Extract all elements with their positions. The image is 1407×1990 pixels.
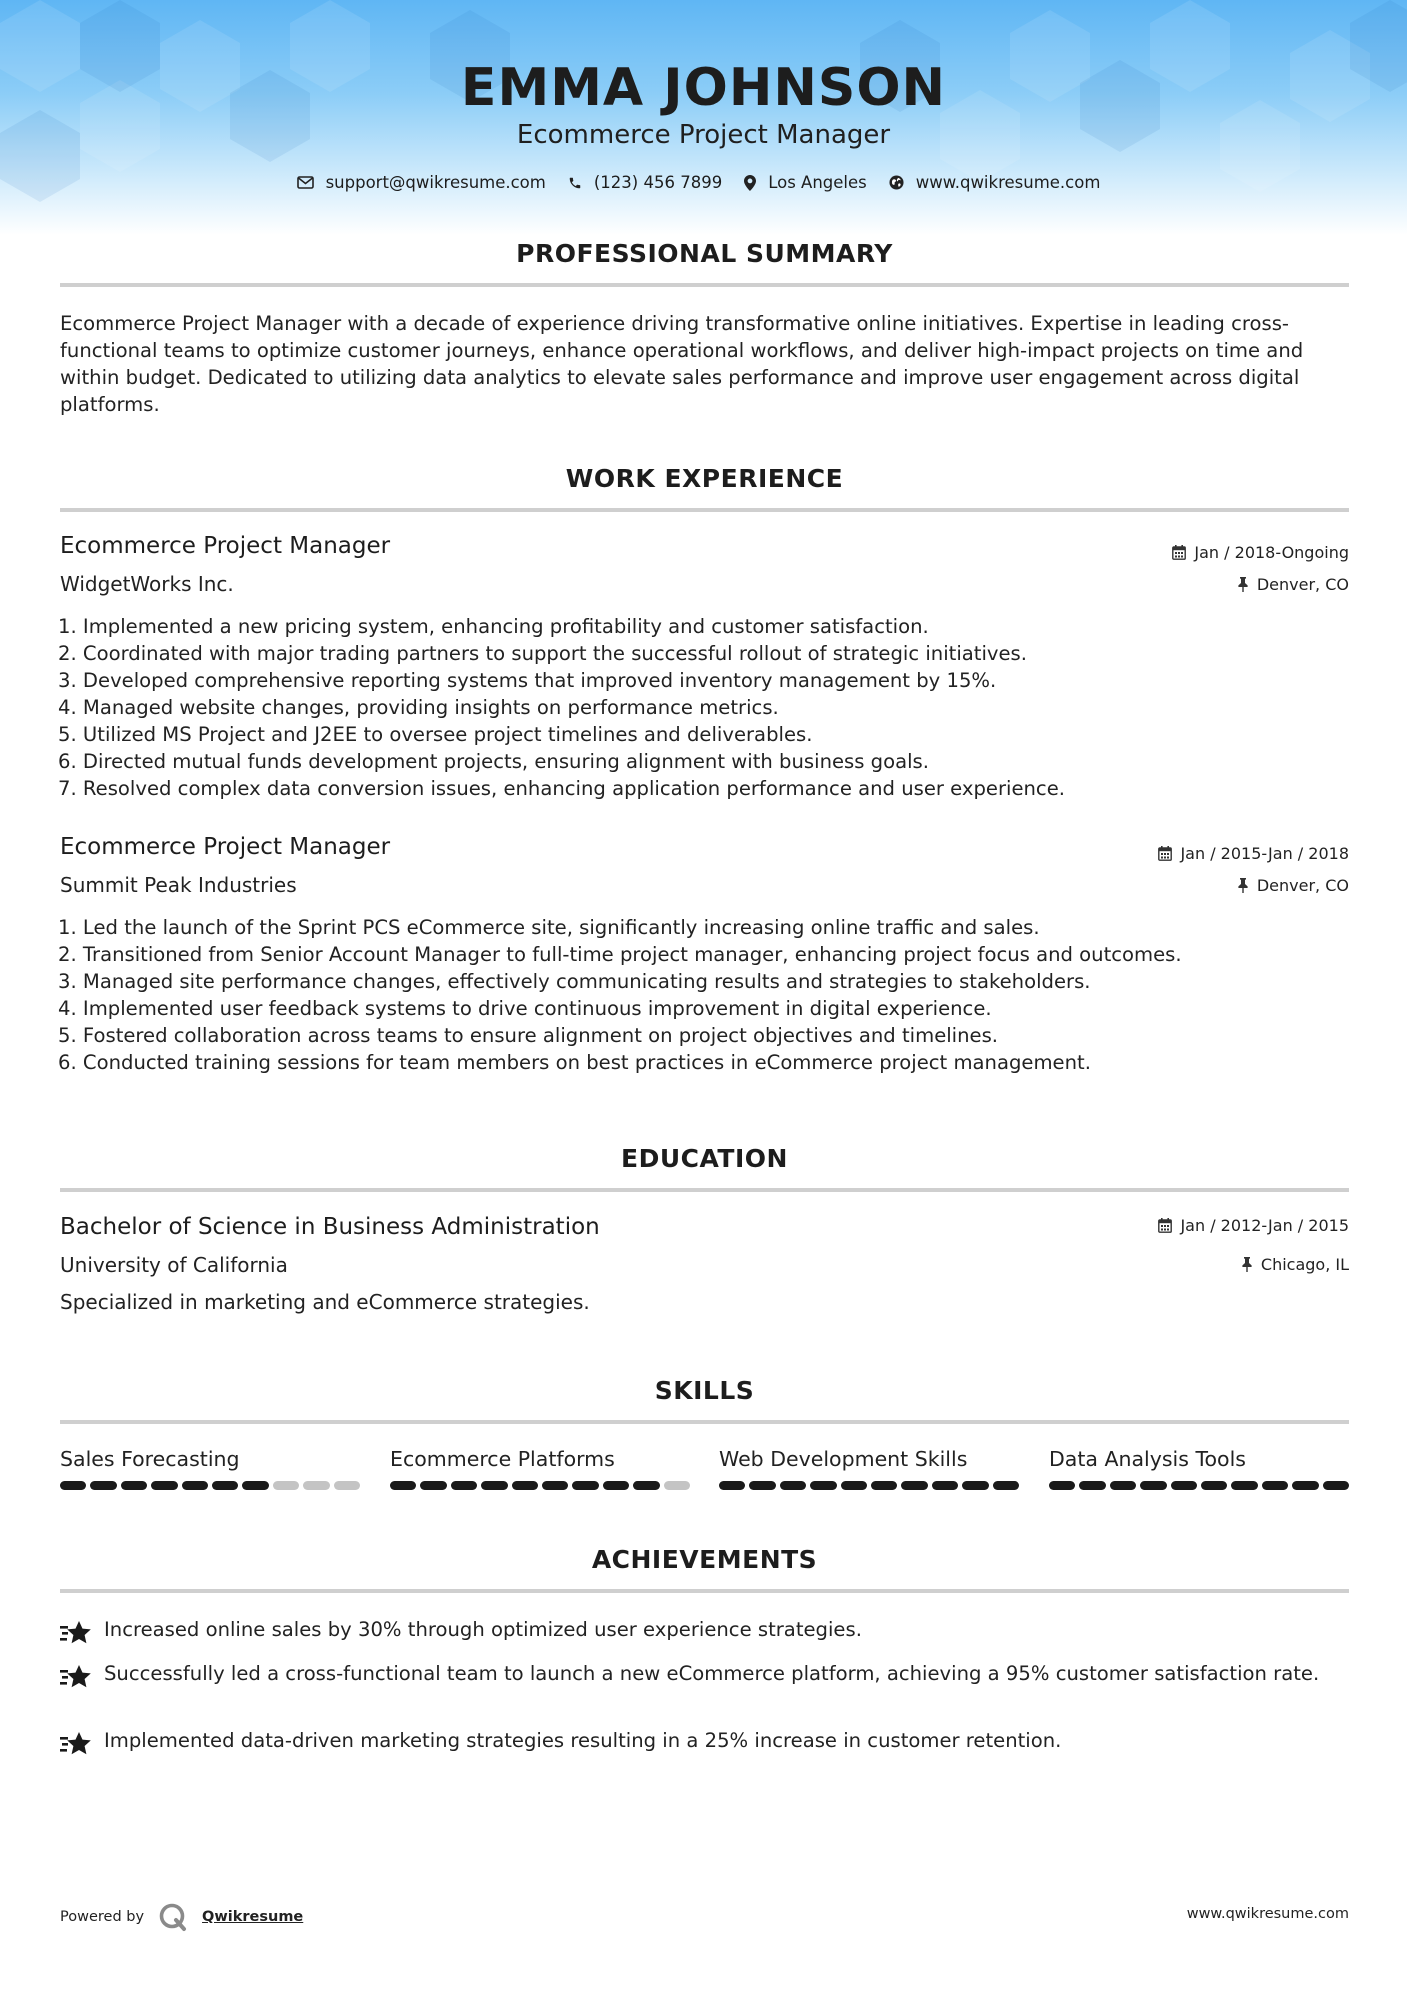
calendar-icon: [1172, 545, 1186, 560]
skill-segment-filled: [481, 1481, 507, 1490]
star-icon: [60, 1620, 92, 1646]
pushpin-icon: [1241, 1257, 1253, 1272]
skill-level-bar: [719, 1481, 1019, 1490]
star-icon: [60, 1731, 92, 1757]
skill-segment-filled: [512, 1481, 538, 1490]
skill-item: [1049, 1447, 1349, 1490]
skill-segment-filled: [1140, 1481, 1166, 1490]
summary-text: Ecommerce Project Manager with a decade of experience driving transformative online initiatives. Expertise in leading cross-functional teams to optimize customer journeys, enhance operational workflows, and deliver high-impact projects on time and within budget. Dedicated to utilizing data analytics to elevate sales performance and improve user engagement across digital platforms.: [60, 312, 1304, 416]
skill-segment-empty: [273, 1481, 299, 1490]
list-item: 2. Coordinated with major trading partners to support the successful rollout of strategic initiatives.: [58, 642, 1027, 665]
list-item: 3. Developed comprehensive reporting systems that improved inventory management by 15%.: [58, 669, 997, 692]
skill-segment-filled: [841, 1481, 867, 1490]
job-bullets: [58, 914, 1348, 1076]
list-item: 5. Fostered collaboration across teams to ensure alignment on project objectives and timelines.: [58, 1024, 999, 1047]
skill-item: [60, 1447, 360, 1490]
list-item: 6. Directed mutual funds development projects, ensuring alignment with business goals.: [58, 750, 929, 773]
list-item: 3. Managed site performance changes, effectively communicating results and strategies to stakeholders.: [58, 970, 1091, 993]
star-icon: [60, 1664, 92, 1690]
pushpin-icon: [1237, 878, 1249, 893]
list-item: 1. Implemented a new pricing system, enhancing profitability and customer satisfaction.: [58, 615, 929, 638]
skill-item: [719, 1447, 1019, 1490]
list-item: 4. Managed website changes, providing insights on performance metrics.: [58, 696, 779, 719]
job-bullets: [58, 613, 1348, 802]
job-dates: [1172, 543, 1349, 562]
calendar-icon: [1158, 1218, 1172, 1233]
skill-segment-filled: [60, 1481, 86, 1490]
achievement-item: [60, 1727, 1350, 1761]
skill-segment-empty: [664, 1481, 690, 1490]
skill-segment-filled: [212, 1481, 238, 1490]
skill-segment-filled: [121, 1481, 147, 1490]
skill-name: Ecommerce Platforms: [390, 1447, 615, 1471]
skill-segment-filled: [633, 1481, 659, 1490]
skill-segment-filled: [542, 1481, 568, 1490]
skill-segment-filled: [1262, 1481, 1288, 1490]
skill-segment-filled: [390, 1481, 416, 1490]
map-pin-icon: [744, 175, 756, 191]
job-title: Ecommerce Project Manager: [60, 834, 391, 860]
job-location: [1237, 575, 1349, 594]
skill-item: [390, 1447, 690, 1490]
achievement-item: [60, 1616, 1350, 1650]
skill-name: Sales Forecasting: [60, 1447, 240, 1471]
qwikresume-logo-icon: [158, 1902, 188, 1932]
envelope-icon: [297, 176, 314, 189]
job-company: WidgetWorks Inc.: [60, 572, 234, 596]
skills-divider: [60, 1420, 1349, 1424]
website-text: www.qwikresume.com: [915, 173, 1101, 192]
skill-segment-filled: [901, 1481, 927, 1490]
job-title: Ecommerce Project Manager: [60, 533, 391, 559]
achievements-divider: [60, 1589, 1349, 1593]
phone-text: (123) 456 7899: [593, 173, 723, 192]
pushpin-icon: [1237, 577, 1249, 592]
candidate-name: EMMA JOHNSON: [460, 58, 947, 118]
degree-title: Bachelor of Science in Business Administration: [60, 1214, 600, 1240]
globe-icon: [889, 175, 904, 190]
list-item: 2. Transitioned from Senior Account Manager to full-time project manager, enhancing project focus and outcomes.: [58, 943, 1182, 966]
achievement-item: [60, 1660, 1350, 1694]
skill-segment-filled: [1079, 1481, 1105, 1490]
skill-segment-filled: [242, 1481, 268, 1490]
job-dates: [1158, 844, 1349, 863]
skill-segment-filled: [1201, 1481, 1227, 1490]
skill-segment-filled: [603, 1481, 629, 1490]
skill-segment-filled: [719, 1481, 745, 1490]
education-divider: [60, 1188, 1349, 1192]
location-text: Los Angeles: [768, 173, 867, 192]
list-item: 1. Led the launch of the Sprint PCS eCommerce site, significantly increasing online traffic and sales.: [58, 916, 1040, 939]
education-dates-text: Jan / 2012-Jan / 2015: [1180, 1216, 1349, 1235]
skill-segment-filled: [420, 1481, 446, 1490]
phone-icon: [568, 176, 582, 190]
skill-segment-filled: [1292, 1481, 1318, 1490]
skill-segment-filled: [1323, 1481, 1349, 1490]
education-location: [1241, 1255, 1349, 1274]
skill-segment-filled: [749, 1481, 775, 1490]
skill-name: Data Analysis Tools: [1049, 1447, 1246, 1471]
skill-name: Web Development Skills: [719, 1447, 968, 1471]
skill-segment-filled: [932, 1481, 958, 1490]
candidate-role: Ecommerce Project Manager: [516, 120, 891, 150]
list-item: 5. Utilized MS Project and J2EE to oversee project timelines and deliverables.: [58, 723, 813, 746]
skill-level-bar: [390, 1481, 690, 1490]
job-dates-text: Jan / 2018-Ongoing: [1194, 543, 1349, 562]
contact-email[interactable]: [297, 173, 546, 192]
experience-heading: WORK EXPERIENCE: [565, 464, 844, 493]
summary-heading: PROFESSIONAL SUMMARY: [516, 239, 893, 268]
header-banner: [0, 0, 1407, 235]
footer-website[interactable]: www.qwikresume.com: [1186, 1906, 1349, 1922]
skill-segment-filled: [451, 1481, 477, 1490]
skill-segment-empty: [303, 1481, 329, 1490]
skill-segment-filled: [810, 1481, 836, 1490]
skill-segment-filled: [962, 1481, 988, 1490]
education-description: Specialized in marketing and eCommerce strategies.: [60, 1290, 590, 1314]
skill-segment-filled: [1231, 1481, 1257, 1490]
footer-branding: [60, 1902, 303, 1932]
skill-segment-filled: [1049, 1481, 1075, 1490]
skill-segment-filled: [182, 1481, 208, 1490]
job-location-text: Denver, CO: [1256, 575, 1349, 594]
contact-website[interactable]: [889, 173, 1101, 192]
skill-segment-filled: [780, 1481, 806, 1490]
skill-level-bar: [60, 1481, 360, 1490]
skill-segment-filled: [871, 1481, 897, 1490]
calendar-icon: [1158, 846, 1172, 861]
school-name: University of California: [60, 1253, 288, 1277]
skills-heading: SKILLS: [654, 1376, 755, 1405]
achievement-text: Implemented data-driven marketing strategies resulting in a 25% increase in customer retention.: [104, 1729, 1062, 1752]
powered-by-label: Powered by: [60, 1909, 145, 1925]
contact-phone[interactable]: [568, 173, 722, 192]
job-location-text: Denver, CO: [1256, 876, 1349, 895]
list-item: 6. Conducted training sessions for team members on best practices in eCommerce project management.: [58, 1051, 1091, 1074]
contact-location: [744, 173, 867, 192]
skill-segment-filled: [151, 1481, 177, 1490]
list-item: 7. Resolved complex data conversion issues, enhancing application performance and user experience.: [58, 777, 1065, 800]
skill-segment-filled: [90, 1481, 116, 1490]
education-heading: EDUCATION: [621, 1144, 788, 1173]
education-dates: [1158, 1216, 1349, 1235]
skill-segment-empty: [334, 1481, 360, 1490]
achievements-heading: ACHIEVEMENTS: [591, 1545, 818, 1574]
education-location-text: Chicago, IL: [1260, 1255, 1349, 1274]
job-dates-text: Jan / 2015-Jan / 2018: [1180, 844, 1349, 863]
qwikresume-link[interactable]: Qwikresume: [202, 1909, 304, 1925]
skill-segment-filled: [572, 1481, 598, 1490]
contact-row: [0, 173, 1407, 192]
achievement-text: Increased online sales by 30% through optimized user experience strategies.: [104, 1618, 862, 1641]
job-location: [1237, 876, 1349, 895]
skill-segment-filled: [1110, 1481, 1136, 1490]
summary-divider: [60, 283, 1349, 287]
skill-segment-filled: [1171, 1481, 1197, 1490]
achievement-text: Successfully led a cross-functional team to launch a new eCommerce platform, achieving a 95% customer satisfaction rate.: [104, 1662, 1320, 1685]
list-item: 4. Implemented user feedback systems to drive continuous improvement in digital experience.: [58, 997, 992, 1020]
skill-segment-filled: [993, 1481, 1019, 1490]
skill-level-bar: [1049, 1481, 1349, 1490]
experience-divider: [60, 508, 1349, 512]
job-company: Summit Peak Industries: [60, 873, 297, 897]
email-text: support@qwikresume.com: [325, 173, 546, 192]
